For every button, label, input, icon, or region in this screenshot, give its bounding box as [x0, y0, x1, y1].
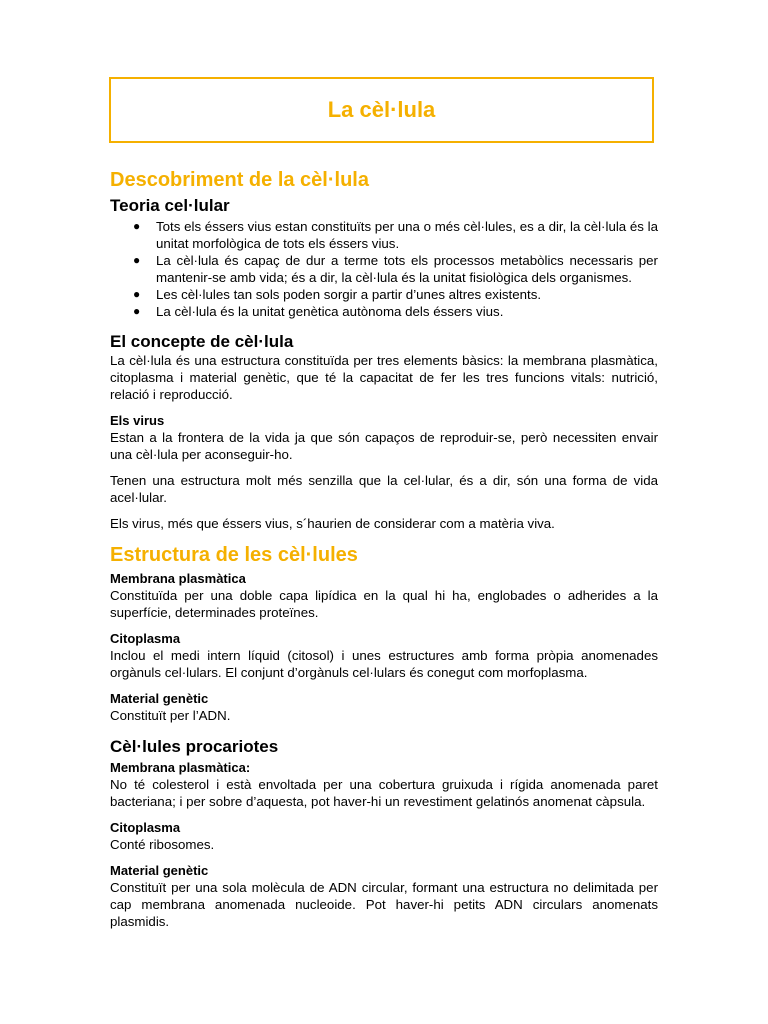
subheading-procariotes-membrana: Membrana plasmàtica:: [110, 760, 251, 775]
subheading-virus: Els virus: [110, 413, 165, 428]
material-paragraph: Constituït per l’ADN.: [110, 708, 231, 723]
bullet-icon: ●: [133, 253, 141, 267]
subheading-membrana: Membrana plasmàtica: [110, 571, 246, 586]
subheading-procariotes-material: Material genètic: [110, 863, 209, 878]
procariotes-citoplasma-paragraph: Conté ribosomes.: [110, 837, 215, 852]
list-item-text: Les cèl·lules tan sols poden sorgir a partir d’unes altres existents.: [156, 287, 542, 302]
teoria-bullet-list: [110, 218, 658, 320]
title-box: [109, 77, 654, 143]
list-item: [133, 286, 658, 303]
list-item-text: Tots els éssers vius estan constituïts per una o més cèl·lules, es a dir, la cèl·lula és la unitat morfològica de tots els éssers vius.: [156, 219, 658, 251]
subheading-procariotes-citoplasma: Citoplasma: [110, 820, 181, 835]
virus-paragraph-3: Els virus, més que éssers vius, s´haurien de considerar com a matèria viva.: [110, 516, 555, 531]
list-item: [133, 303, 658, 320]
section-heading-descobriment: Descobriment de la cèl·lula: [110, 169, 369, 191]
bullet-icon: ●: [133, 287, 141, 301]
citoplasma-paragraph: Inclou el medi intern líquid (citosol) i unes estructures amb forma pròpia anomenades orgànuls cel·lulars. El conjunt d’orgànuls cel·lulars és conegut com morfoplasma.: [110, 648, 658, 680]
virus-paragraph-1: Estan a la frontera de la vida ja que són capaços de reproduir-se, però necessiten envair una cèl·lula per aconseguir-ho.: [110, 430, 658, 462]
subheading-material: Material genètic: [110, 691, 209, 706]
procariotes-membrana-paragraph: No té colesterol i està envoltada per una cobertura gruixuda i rígida anomenada paret bacteriana; i per sobre d’aquesta, pot haver-hi un revestiment gelatinós anomenat càpsula.: [110, 777, 658, 809]
list-item-text: La cèl·lula és capaç de dur a terme tots els processos metabòlics necessaris per mantenir-se amb vida; és a dir, la cèl·lula és la unitat fisiològica dels organismes.: [156, 253, 658, 285]
concepte-paragraph: La cèl·lula és una estructura constituïda per tres elements bàsics: la membrana plasmàtica, citoplasma i material genètic, que té la capacitat de fer les tres funcions vitals: nutrició, relació i reproducció.: [110, 353, 658, 402]
section-heading-estructura: Estructura de les cèl·lules: [110, 544, 358, 566]
bullet-icon: ●: [133, 304, 141, 318]
subheading-teoria: Teoria cel·lular: [110, 196, 230, 215]
list-item: [133, 218, 658, 252]
subheading-concepte: El concepte de cèl·lula: [110, 332, 294, 351]
list-item-text: La cèl·lula és la unitat genètica autònoma dels éssers vius.: [156, 304, 504, 319]
membrana-paragraph: Constituïda per una doble capa lipídica en la qual hi ha, englobades o adherides a la superfície, determinades proteïnes.: [110, 588, 658, 620]
document-body: [110, 168, 658, 930]
subheading-procariotes: Cèl·lules procariotes: [110, 737, 279, 756]
virus-paragraph-2: Tenen una estructura molt més senzilla que la cel·lular, és a dir, són una forma de vida acel·lular.: [110, 473, 658, 505]
bullet-icon: ●: [133, 219, 141, 233]
document-title: La cèl·lula: [327, 97, 436, 122]
subheading-citoplasma: Citoplasma: [110, 631, 181, 646]
list-item: [133, 252, 658, 286]
procariotes-material-paragraph: Constituït per una sola molècula de ADN circular, formant una estructura no delimitada per cap membrana anomenada nucleoide. Pot haver-hi petits ADN circulars anomenats plasmidis.: [110, 880, 658, 929]
